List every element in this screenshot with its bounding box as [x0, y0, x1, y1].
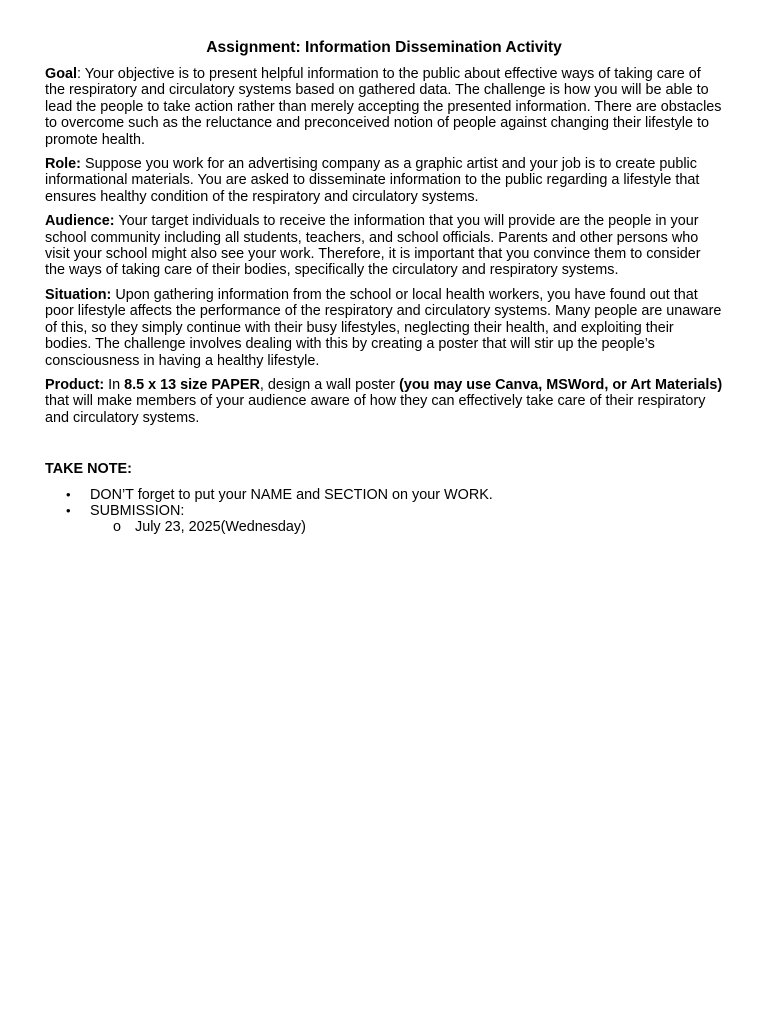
- paper-size-emphasis: 8.5 x 13 size PAPER: [124, 376, 260, 393]
- role-label: Role:: [45, 156, 81, 173]
- list-item-text: DON’T forget to put your NAME and SECTION on your WORK.: [90, 486, 493, 503]
- list-item: [45, 487, 723, 503]
- list-item: [45, 503, 723, 536]
- tools-emphasis: (you may use Canva, MSWord, or Art Materials): [399, 376, 723, 393]
- take-note-heading: TAKE NOTE:: [45, 461, 132, 478]
- product-text-1: In: [104, 376, 125, 393]
- page-title: Assignment: Information Dissemination Activity: [206, 39, 562, 56]
- goal-paragraph: [45, 66, 723, 148]
- product-text-2: , design a wall poster: [259, 376, 400, 393]
- situation-text: Upon gathering information from the school or local health workers, you have found out that poor lifestyle affects the performance of the respiratory and circulatory systems. Many people are unaware of this, so they simply continue with their busy lifestyles, neglecting their health, and exploiting their bodies. The challenge involves dealing with this by creating a poster that will stir up the people’s consciousness in having a healthy lifestyle.: [45, 286, 722, 369]
- role-text: Suppose you work for an advertising company as a graphic artist and your job is to create public informational materials. You are asked to disseminate information to the public regarding a lifestyle that ensures healthy condition of the respiratory and circulatory systems.: [45, 156, 700, 205]
- goal-label: Goal: [45, 66, 77, 82]
- product-label: Product:: [45, 376, 105, 393]
- audience-label: Audience:: [45, 213, 115, 230]
- product-text-3: that will make members of your audience aware of how they can effectively take care of their respiratory and circulatory systems.: [45, 393, 706, 426]
- submission-date: July 23, 2025(Wednesday): [135, 519, 306, 536]
- take-note-list: [45, 487, 723, 536]
- audience-text: Your target individuals to receive the information that you will provide are the people in your school community including all students, teachers, and school officials. Parents and other persons who visit your school might also see your work. Therefore, it is important that you convince them to consider the ways of taking care of their bodies, specifically the circulatory and respiratory systems.: [45, 213, 701, 279]
- list-item-text: SUBMISSION:: [90, 502, 185, 519]
- product-paragraph: [45, 377, 723, 426]
- hollow-bullet-icon: o: [113, 519, 122, 536]
- situation-paragraph: [45, 287, 723, 369]
- bullet-icon: •: [66, 502, 71, 518]
- sub-list-item: [90, 519, 723, 535]
- audience-paragraph: [45, 213, 723, 279]
- document-page: [45, 38, 723, 536]
- situation-label: Situation:: [45, 286, 112, 303]
- submission-sublist: [90, 519, 723, 535]
- role-paragraph: [45, 156, 723, 205]
- goal-text: : Your objective is to present helpful information to the public about effective ways of taking care of the respiratory and circulatory systems based on gathered data. The challenge is how you will be able to lead the people to take action rather than merely accepting the presented information. There are obstacles to overcome such as the reluctance and preconceived notion of people against changing their lifestyle to promote health.: [45, 66, 722, 148]
- bullet-icon: •: [66, 486, 71, 502]
